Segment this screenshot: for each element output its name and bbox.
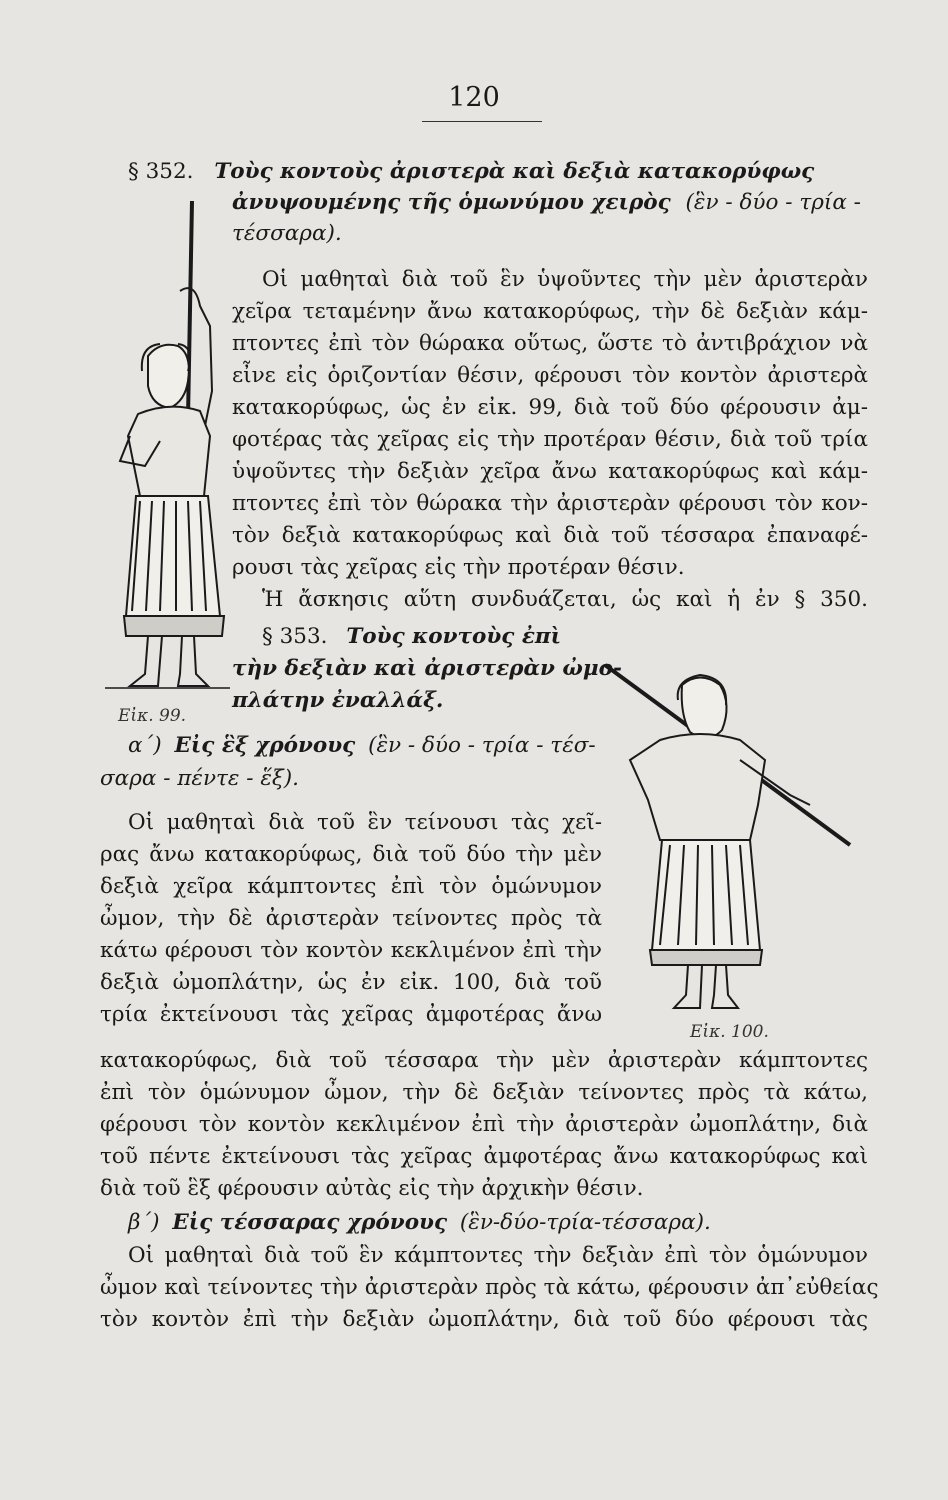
subsection-a-title: Εἰς ἓξ χρόνους	[174, 733, 356, 758]
section-352-title-part-1: Τοὺς κοντοὺς ἀριστερὰ καὶ δεξιὰ κατακορύφως	[214, 159, 815, 184]
section-352-count-part-1: (ἓν - δύο - τρία -	[685, 190, 861, 215]
a-body-line-3: δεξιὰ χεῖρα κάμπτοντες ἐπὶ τὸν ὁμώνυμον	[100, 874, 602, 899]
a-body-line-5: κάτω φέρουσι τὸν κοντὸν κεκλιμένον ἐπὶ τὴν	[100, 938, 602, 963]
subsection-a-count-part-1: (ἓν - δύο - τρία - τέσ-	[368, 733, 596, 758]
section-353-title-part-3: πλάτην ἐναλλάξ.	[232, 688, 444, 713]
a-body-line-7: τρία ἐκτείνουσι τὰς χεῖρας ἀμφοτέρας ἄνω	[100, 1002, 602, 1027]
subsection-a-count-part-2: σαρα - πέντε - ἕξ).	[100, 766, 299, 791]
a-body-line-9: ἐπὶ τὸν ὁμώνυμον ὦμον, τὴν δὲ δεξιὰν τείνοντες πρὸς τὰ κάτω,	[100, 1080, 868, 1105]
a-body-line-4: ὦμον, τὴν δὲ ἀριστερὰν τείνοντες πρὸς τὰ	[100, 906, 602, 931]
s352-body-line-6: φοτέρας τὰς χεῖρας εἰς τὴν προτέραν θέσιν, διὰ τοῦ τρία	[232, 427, 868, 452]
s352-body-line-4: εἶνε εἰς ὁριζοντίαν θέσιν, φέρουσι τὸν κοντὸν ἀριστερὰ	[232, 363, 868, 388]
section-353-title-part-1: Τοὺς κοντοὺς ἐπὶ	[346, 624, 562, 649]
a-body-line-10: φέρουσι τὸν κοντὸν κεκλιμένον ἐπὶ τὴν ἀριστερὰν ὠμοπλάτην, διὰ	[100, 1112, 868, 1137]
section-352-count-part-2: τέσσαρα).	[232, 221, 342, 246]
figure-99-caption: Εἰκ. 99.	[118, 706, 187, 726]
section-352-title-line-1	[128, 157, 868, 187]
a-body-line-12: διὰ τοῦ ἓξ φέρουσιν αὐτὰς εἰς τὴν ἀρχικὴν θέσιν.	[100, 1176, 644, 1201]
b-body-line-1: Οἱ μαθηταὶ διὰ τοῦ ἓν κάμπτοντες τὴν δεξιὰν ἐπὶ τὸν ὁμώνυμον	[128, 1243, 868, 1268]
figure-100-illustration	[600, 660, 855, 1020]
subsection-a-label: α΄)	[128, 733, 162, 758]
subsection-b-title: Εἰς τέσσαρας χρόνους	[172, 1210, 448, 1235]
s352-body-line-1: Οἱ μαθηταὶ διὰ τοῦ ἓν ὑψοῦντες τὴν μὲν ἀριστερὰν	[262, 267, 868, 292]
subsection-b-heading	[128, 1208, 868, 1238]
section-353-title-part-2: τὴν δεξιὰν καὶ ἀριστερὰν ὠμο-	[232, 656, 622, 681]
figure-100-caption: Εἰκ. 100.	[690, 1022, 769, 1042]
s352-body-line-3: πτοντες ἐπὶ τὸν θώρακα οὕτως, ὥστε τὸ ἀντιβράχιον νὰ	[232, 331, 868, 356]
a-body-line-6: δεξιὰ ὠμοπλάτην, ὡς ἐν εἰκ. 100, διὰ τοῦ	[100, 970, 602, 995]
page-number-rule	[422, 121, 542, 122]
figure-99-illustration	[100, 196, 240, 696]
subsection-b-count: (ἓν-δύο-τρία-τέσσαρα).	[459, 1210, 711, 1235]
s352-body-line-11: Ἡ ἄσκησις αὕτη συνδυάζεται, ὡς καὶ ἡ ἐν § 350.	[262, 587, 868, 612]
s352-body-line-10: ρουσι τὰς χεῖρας εἰς τὴν προτέραν θέσιν.	[232, 555, 685, 580]
subsection-a-heading	[128, 731, 612, 761]
s352-body-line-5: κατακορύφως, ὡς ἐν εἰκ. 99, διὰ τοῦ δύο φέρουσιν ἀμ-	[232, 395, 868, 420]
section-352-number: § 352.	[128, 159, 194, 184]
b-body-line-3: τὸν κοντὸν ἐπὶ τὴν δεξιὰν ὠμοπλάτην, διὰ τοῦ δύο φέρουσι τὰς	[100, 1307, 868, 1332]
a-body-line-1: Οἱ μαθηταὶ διὰ τοῦ ἓν τείνουσι τὰς χεῖ-	[128, 810, 602, 835]
a-body-line-11: τοῦ πέντε ἐκτείνουσι τὰς χεῖρας ἀμφοτέρας ἄνω κατακορύφως καὶ	[100, 1144, 868, 1169]
b-body-line-2: ὦμον καὶ τείνοντες τὴν ἀριστερὰν πρὸς τὰ κάτω, φέρουσιν ἀπ᾿εὐθείας	[100, 1275, 879, 1300]
section-353-number: § 353.	[262, 624, 328, 649]
section-353-title-line-1	[262, 622, 612, 652]
s352-body-line-9: τὸν δεξιὰ κατακορύφως καὶ διὰ τοῦ τέσσαρα ἐπαναφέ-	[232, 523, 868, 548]
s352-body-line-8: πτοντες ἐπὶ τὸν θώρακα τὴν ἀριστερὰν φέρουσι τὸν κον-	[232, 491, 868, 516]
a-body-line-2: ρας ἄνω κατακορύφως, διὰ τοῦ δύο τὴν μὲν	[100, 842, 602, 867]
s352-body-line-2: χεῖρα τεταμένην ἄνω κατακορύφως, τὴν δὲ δεξιὰν κάμ-	[232, 299, 868, 324]
a-body-line-8: κατακορύφως, διὰ τοῦ τέσσαρα τὴν μὲν ἀριστερὰν κάμπτοντες	[100, 1048, 868, 1073]
section-352-title-part-2: ἀνυψουμένης τῆς ὁμωνύμου χειρὸς	[232, 190, 671, 215]
page-number: 120	[448, 82, 500, 113]
s352-body-line-7: ὑψοῦντες τὴν δεξιὰν χεῖρα ἄνω κατακορύφως καὶ κάμ-	[232, 459, 868, 484]
section-352-title-line-2	[232, 188, 868, 218]
subsection-b-label: β΄)	[128, 1210, 160, 1235]
